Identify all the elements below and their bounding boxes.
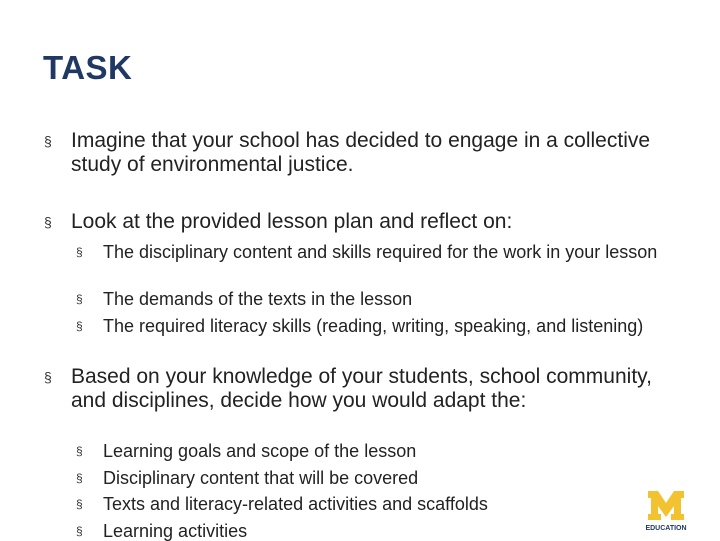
sub-bullet-text: Texts and literacy-related activities and scaffolds <box>103 494 488 514</box>
sub-bullet-item <box>76 289 696 309</box>
bullet-item <box>44 129 684 177</box>
bullet-item <box>44 210 684 234</box>
bullet-marker: § <box>76 444 83 458</box>
sub-bullet-item <box>76 242 696 262</box>
sub-bullet-item <box>76 521 696 541</box>
bullet-marker: § <box>76 497 83 511</box>
slide-title: TASK <box>43 49 133 86</box>
bullet-marker: § <box>76 524 83 538</box>
bullet-marker: § <box>44 214 52 230</box>
sub-bullet-text: The required literacy skills (reading, writing, speaking, and listening) <box>103 316 644 336</box>
university-logo <box>644 488 688 532</box>
bullet-marker: § <box>76 471 83 485</box>
sub-bullet-text: Learning activities <box>103 521 248 541</box>
sub-bullet-item <box>76 468 696 488</box>
bullet-text: Based on your knowledge of your students, school community, and disciplines, decide how you would adapt the: <box>71 365 652 412</box>
block-m-icon <box>644 488 688 532</box>
bullet-text: Imagine that your school has decided to engage in a collective study of environmental justice. <box>71 129 651 176</box>
bullet-marker: § <box>76 319 83 333</box>
sub-bullet-text: Disciplinary content that will be covered <box>103 468 419 488</box>
sub-bullet-item <box>76 316 696 336</box>
sub-bullet-text: Learning goals and scope of the lesson <box>103 441 417 461</box>
bullet-item <box>44 365 684 413</box>
sub-bullet-text: The demands of the texts in the lesson <box>103 289 413 309</box>
bullet-marker: § <box>44 133 52 149</box>
bullet-marker: § <box>44 369 52 385</box>
sub-bullet-item <box>76 441 696 461</box>
logo-caption: EDUCATION <box>645 525 687 532</box>
bullet-marker: § <box>76 292 83 306</box>
bullet-text: Look at the provided lesson plan and reflect on: <box>71 210 513 233</box>
sub-bullet-text: The disciplinary content and skills required for the work in your lesson <box>103 242 658 262</box>
sub-bullet-item <box>76 494 696 514</box>
bullet-marker: § <box>76 245 83 259</box>
